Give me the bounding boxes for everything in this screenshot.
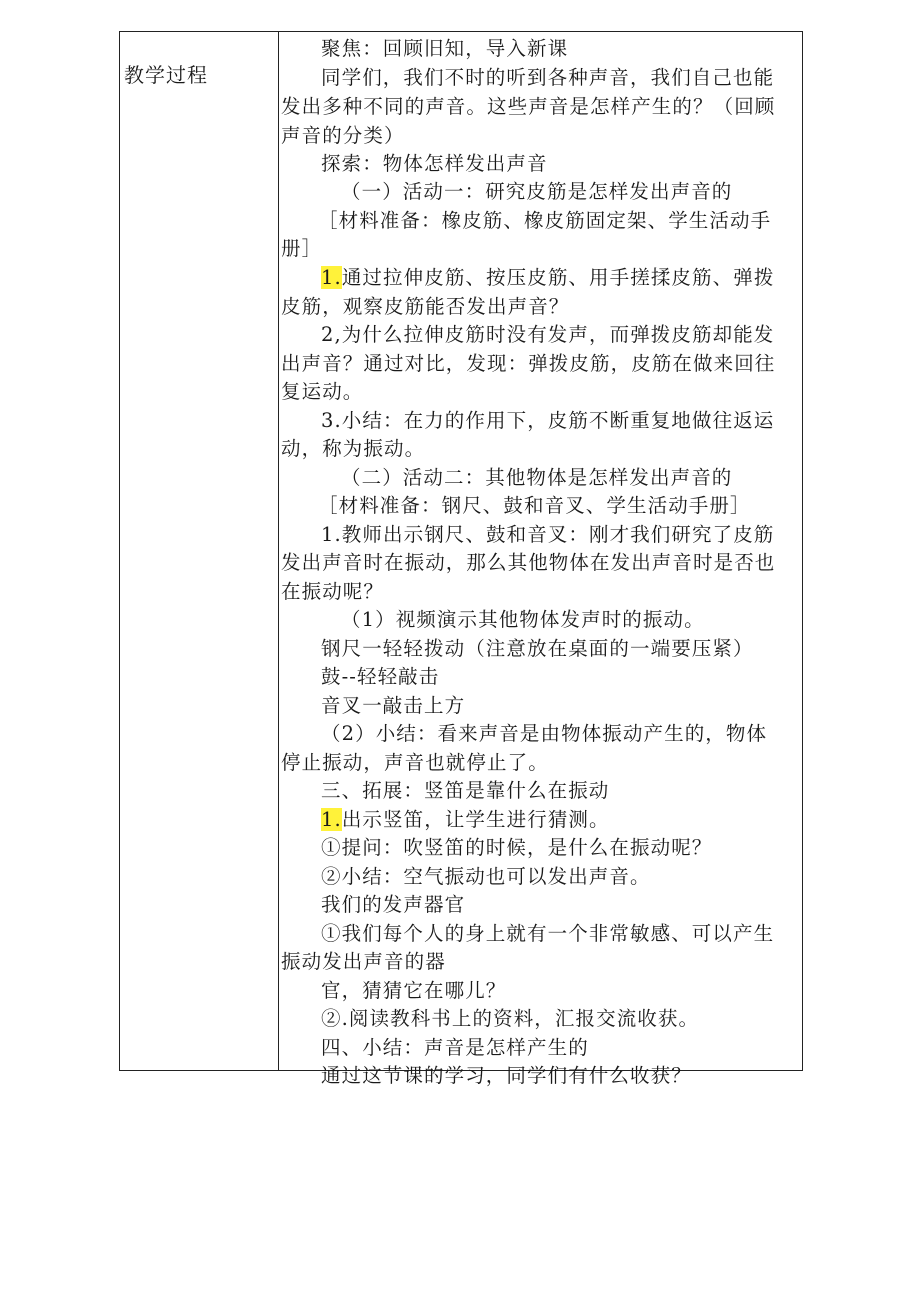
content-line <box>321 151 548 177</box>
content-line <box>281 436 425 462</box>
content-line <box>321 835 712 861</box>
content-line <box>321 664 439 690</box>
content-line <box>321 1063 692 1089</box>
content-line <box>321 921 774 947</box>
line-text: 通过这节课的学习，同学们有什么收获？ <box>321 1064 692 1087</box>
content-line <box>281 94 775 120</box>
content-line <box>321 65 774 91</box>
content-line <box>321 892 465 918</box>
column-divider <box>278 32 279 1070</box>
content-line <box>281 949 446 975</box>
line-text: 声音的分类） <box>281 124 405 147</box>
content-line <box>321 1006 699 1032</box>
line-text: 鼓--轻轻敲击 <box>321 665 440 688</box>
line-text: ［材料准备：钢尺、鼓和音叉、学生活动手册］ <box>318 494 751 517</box>
content-line <box>321 1035 589 1061</box>
line-text: （2）小结：看来声音是由物体振动产生的，物体 <box>321 722 768 745</box>
line-text: 出声音？通过对比，发现：弹拨皮筋，皮筋在做来回往 <box>281 352 776 375</box>
highlighted-number: 1. <box>321 266 342 289</box>
content-line <box>321 265 774 291</box>
line-text: 1.教师出示钢尺、鼓和音叉：刚才我们研究了皮筋 <box>321 523 775 546</box>
highlighted-number: 1. <box>321 808 342 831</box>
line-text: 册］ <box>281 237 323 260</box>
lesson-table <box>119 31 803 1087</box>
line-text: 我们的发声器官 <box>321 893 466 916</box>
line-text: 停止振动，声音也就停止了。 <box>281 751 549 774</box>
content-line <box>341 179 732 205</box>
content-line <box>321 778 609 804</box>
line-text: 聚焦：回顾旧知，导入新课 <box>321 37 569 60</box>
line-text: 出示竖笛，让学生进行猜测。 <box>341 808 610 831</box>
content-line <box>281 550 775 576</box>
line-text: （一）活动一：研究皮筋是怎样发出声音的 <box>341 180 733 203</box>
line-text: ①我们每个人的身上就有一个非常敏感、可以产生 <box>321 922 775 945</box>
content-line <box>281 123 405 149</box>
line-text: ①提问：吹竖笛的时候，是什么在振动呢？ <box>321 836 713 859</box>
line-text: 动，称为振动。 <box>281 437 426 460</box>
line-text: 官，猜猜它在哪儿？ <box>321 979 507 1002</box>
line-text: 皮筋，观察皮筋能否发出声音？ <box>281 295 570 318</box>
line-text: 2,为什么拉伸皮筋时没有发声，而弹拨皮筋却能发 <box>321 323 775 346</box>
line-text: （二）活动二：其他物体是怎样发出声音的 <box>341 466 733 489</box>
line-text: 三、拓展：竖笛是靠什么在振动 <box>321 779 610 802</box>
line-text: ［材料准备：橡皮筋、橡皮筋固定架、学生活动手 <box>318 209 772 232</box>
content-line <box>321 408 774 434</box>
row-label-teaching-process: 教学过程 <box>124 63 208 87</box>
content-line <box>341 607 705 633</box>
line-text: 3.小结：在力的作用下，皮筋不断重复地做往返运 <box>321 409 775 432</box>
line-text: 在振动呢？ <box>281 580 385 603</box>
content-line <box>321 864 651 890</box>
line-text: ②.阅读教科书上的资料，汇报交流收获。 <box>321 1007 700 1030</box>
content-line <box>321 36 568 62</box>
line-text: 四、小结：声音是怎样产生的 <box>321 1036 589 1059</box>
content-line <box>321 978 506 1004</box>
teaching-process-content <box>281 32 801 1087</box>
line-text: 发出声音时在振动，那么其他物体在发出声音时是否也 <box>281 551 776 574</box>
line-text: 振动发出声音的器 <box>281 950 446 973</box>
content-line <box>281 294 569 320</box>
content-line <box>341 465 732 491</box>
content-line <box>318 208 771 234</box>
content-line <box>281 236 322 262</box>
content-line <box>281 379 363 405</box>
line-text: （1）视频演示其他物体发声时的振动。 <box>341 608 705 631</box>
line-text: 通过拉伸皮筋、按压皮筋、用手搓揉皮筋、弹拨 <box>341 266 775 289</box>
content-line <box>321 693 465 719</box>
line-text: 同学们，我们不时的听到各种声音，我们自己也能 <box>321 66 775 89</box>
line-text: 探索：物体怎样发出声音 <box>321 152 548 175</box>
content-line <box>281 579 384 605</box>
content-line <box>281 351 775 377</box>
content-line <box>321 807 610 833</box>
content-line <box>318 493 751 519</box>
content-line <box>321 636 754 662</box>
content-line <box>321 522 774 548</box>
line-text: 音叉一敲击上方 <box>321 694 466 717</box>
line-text: 钢尺一轻轻拨动（注意放在桌面的一端要压紧） <box>321 637 754 660</box>
content-line <box>281 750 549 776</box>
line-text: 发出多种不同的声音。这些声音是怎样产生的？（回顾 <box>281 95 776 118</box>
line-text: ②小结：空气振动也可以发出声音。 <box>321 865 651 888</box>
content-line <box>321 322 774 348</box>
content-line <box>321 721 767 747</box>
line-text: 复运动。 <box>281 380 364 403</box>
